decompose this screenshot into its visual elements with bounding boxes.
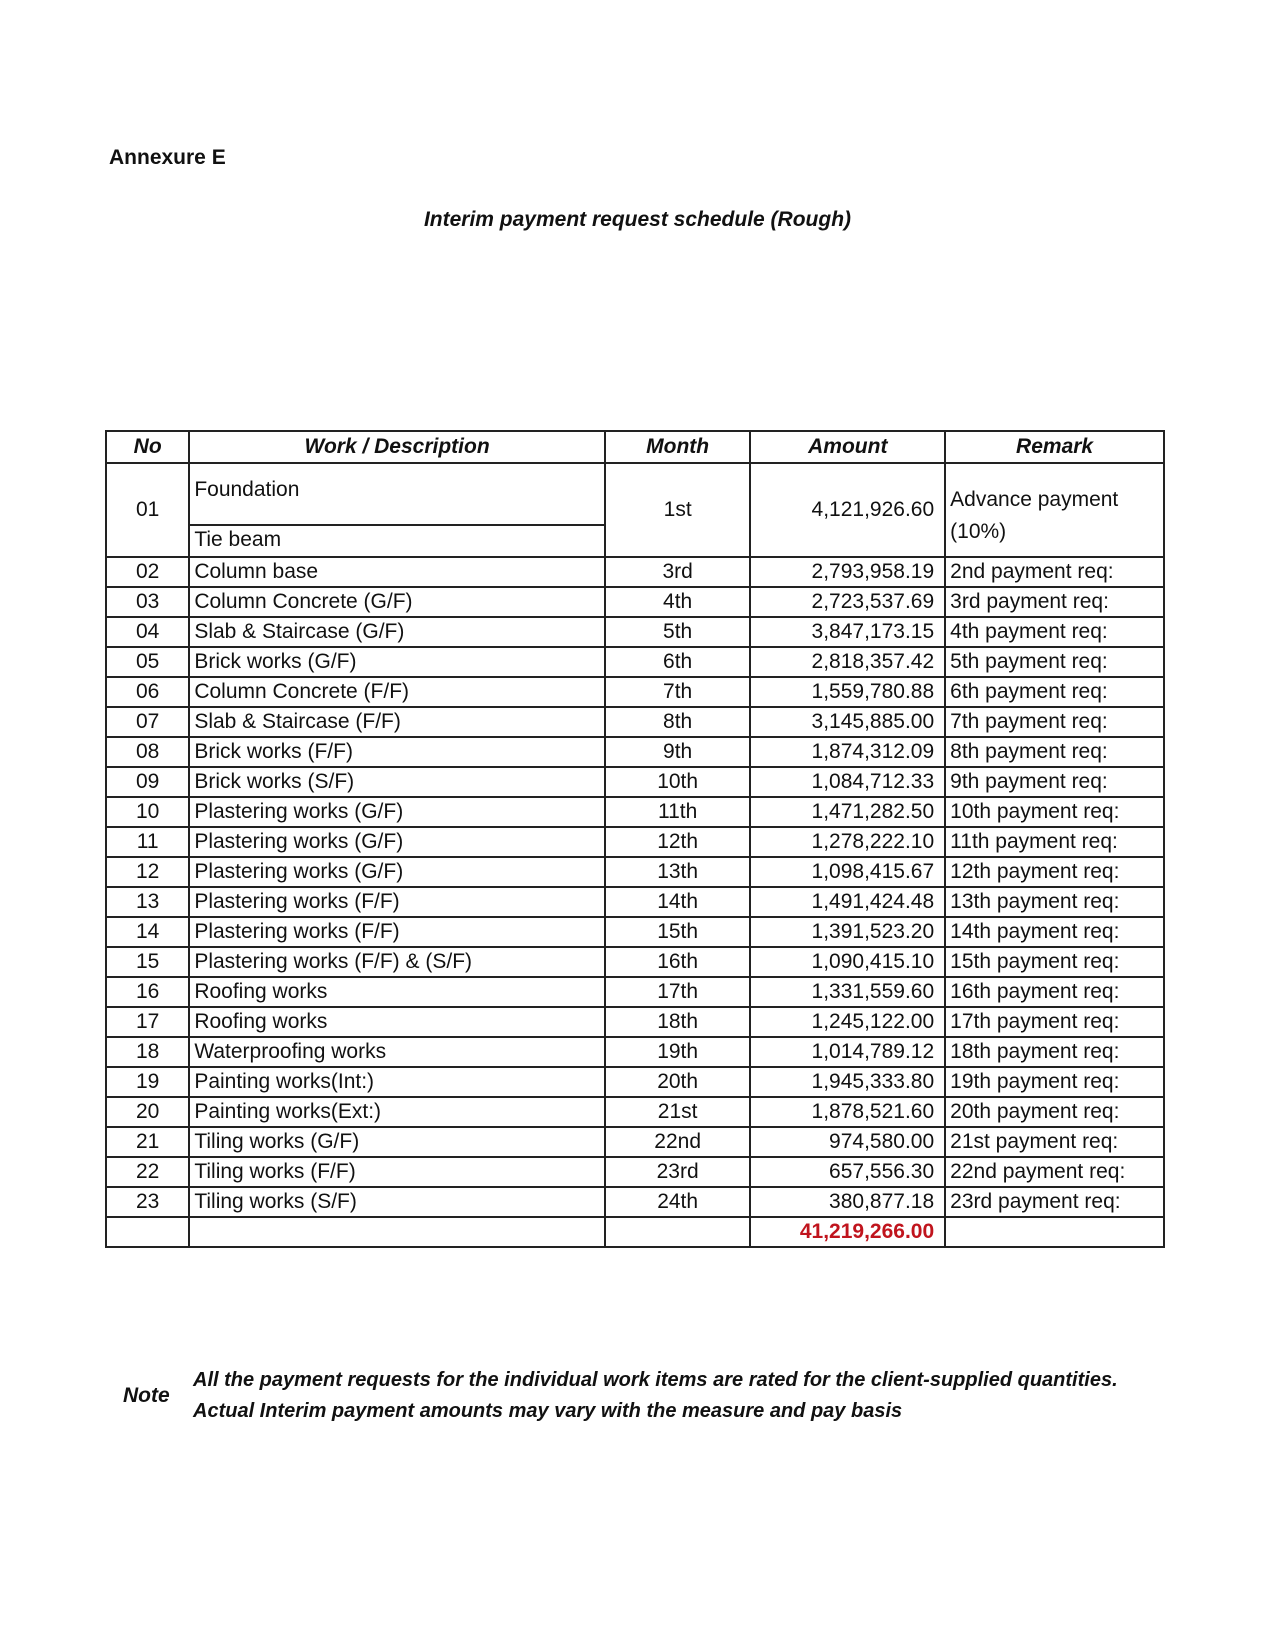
row-amount: 2,818,357.42: [750, 647, 945, 677]
row-description: Painting works(Int:): [189, 1067, 605, 1097]
row-amount: 1,090,415.10: [750, 947, 945, 977]
row-description: Waterproofing works: [189, 1037, 605, 1067]
row-month: 19th: [605, 1037, 751, 1067]
row-month: 3rd: [605, 557, 751, 587]
table-row: [106, 1127, 1164, 1157]
row-remark: 13th payment req:: [945, 887, 1164, 917]
row-no: 02: [106, 557, 189, 587]
table-row: [106, 1067, 1164, 1097]
row-description: Plastering works (G/F): [189, 827, 605, 857]
row-amount: 1,874,312.09: [750, 737, 945, 767]
row-amount: 1,245,122.00: [750, 1007, 945, 1037]
row-remark: 12th payment req:: [945, 857, 1164, 887]
row-month: 13th: [605, 857, 751, 887]
row-description: Brick works (G/F): [189, 647, 605, 677]
row-month: 14th: [605, 887, 751, 917]
row-amount: 1,278,222.10: [750, 827, 945, 857]
total-month-cell: [605, 1217, 751, 1247]
row-remark: 15th payment req:: [945, 947, 1164, 977]
table-row: [106, 767, 1164, 797]
row-no: 22: [106, 1157, 189, 1187]
row-description: Slab & Staircase (F/F): [189, 707, 605, 737]
row-amount: 3,847,173.15: [750, 617, 945, 647]
row-amount: 1,098,415.67: [750, 857, 945, 887]
table-row: [106, 587, 1164, 617]
row-no: 05: [106, 647, 189, 677]
row-amount: 974,580.00: [750, 1127, 945, 1157]
header-amount: Amount: [750, 431, 945, 463]
row-amount: 1,331,559.60: [750, 977, 945, 1007]
table-row: [106, 1097, 1164, 1127]
table-row: [106, 947, 1164, 977]
row-remark: 20th payment req:: [945, 1097, 1164, 1127]
row-month: 12th: [605, 827, 751, 857]
row-description: Plastering works (F/F): [189, 917, 605, 947]
table-row: [106, 1007, 1164, 1037]
table-row: [106, 1157, 1164, 1187]
table-row: [106, 977, 1164, 1007]
row-month: 21st: [605, 1097, 751, 1127]
header-no: No: [106, 431, 189, 463]
row-description: Brick works (F/F): [189, 737, 605, 767]
row-month: 11th: [605, 797, 751, 827]
header-month: Month: [605, 431, 751, 463]
row-month: 20th: [605, 1067, 751, 1097]
row-month: 16th: [605, 947, 751, 977]
row-no: 23: [106, 1187, 189, 1217]
row-remark: 8th payment req:: [945, 737, 1164, 767]
row-description: Brick works (S/F): [189, 767, 605, 797]
row-month: 8th: [605, 707, 751, 737]
table-row: [106, 707, 1164, 737]
row-amount: 2,723,537.69: [750, 587, 945, 617]
row-no: 17: [106, 1007, 189, 1037]
total-row: [106, 1217, 1164, 1247]
note-line-2: Actual Interim payment amounts may vary with the measure and pay basis: [193, 1400, 903, 1422]
table-row: [106, 887, 1164, 917]
row-no: 14: [106, 917, 189, 947]
row-remark: 6th payment req:: [945, 677, 1164, 707]
header-remark: Remark: [945, 431, 1164, 463]
row-description: Roofing works: [189, 1007, 605, 1037]
total-desc-cell: [189, 1217, 605, 1247]
row-remark: 4th payment req:: [945, 617, 1164, 647]
row-no: 06: [106, 677, 189, 707]
row-no: 18: [106, 1037, 189, 1067]
row-remark: 16th payment req:: [945, 977, 1164, 1007]
row-month: 24th: [605, 1187, 751, 1217]
row-description: [189, 463, 605, 557]
table-row: [106, 463, 1164, 557]
row-remark: Advance payment (10%): [945, 463, 1164, 557]
row-amount: 1,391,523.20: [750, 917, 945, 947]
note-line-1: All the payment requests for the individual work items are rated for the client-supplied quantities.: [193, 1369, 1118, 1391]
table-row: [106, 617, 1164, 647]
table-row: [106, 857, 1164, 887]
row-remark: 7th payment req:: [945, 707, 1164, 737]
row-description: Plastering works (G/F): [189, 797, 605, 827]
row-month: 7th: [605, 677, 751, 707]
total-amount: 41,219,266.00: [750, 1217, 945, 1247]
table-row: [106, 647, 1164, 677]
row-no: 04: [106, 617, 189, 647]
row-amount: 4,121,926.60: [750, 463, 945, 557]
row-description: Plastering works (G/F): [189, 857, 605, 887]
row-remark: 11th payment req:: [945, 827, 1164, 857]
row-month: 22nd: [605, 1127, 751, 1157]
row-month: 5th: [605, 617, 751, 647]
row-remark: 9th payment req:: [945, 767, 1164, 797]
row-remark: 19th payment req:: [945, 1067, 1164, 1097]
total-no-cell: [106, 1217, 189, 1247]
payment-schedule-table: [105, 430, 1165, 1248]
row-remark: 2nd payment req:: [945, 557, 1164, 587]
row-remark: 21st payment req:: [945, 1127, 1164, 1157]
row-month: 1st: [605, 463, 751, 557]
row-description: Roofing works: [189, 977, 605, 1007]
row-month: 17th: [605, 977, 751, 1007]
row-no: 12: [106, 857, 189, 887]
row-no: 19: [106, 1067, 189, 1097]
row-amount: 1,491,424.48: [750, 887, 945, 917]
row-amount: 1,084,712.33: [750, 767, 945, 797]
row-remark: 10th payment req:: [945, 797, 1164, 827]
row-month: 15th: [605, 917, 751, 947]
row-amount: 380,877.18: [750, 1187, 945, 1217]
row-no: 03: [106, 587, 189, 617]
row-no: 15: [106, 947, 189, 977]
row-description: Tiling works (F/F): [189, 1157, 605, 1187]
row-remark: 5th payment req:: [945, 647, 1164, 677]
row-remark: 14th payment req:: [945, 917, 1164, 947]
row-description: Tiling works (S/F): [189, 1187, 605, 1217]
row-description-tie-beam: Tie beam: [194, 528, 282, 551]
row-amount: 1,878,521.60: [750, 1097, 945, 1127]
row-amount: 1,945,333.80: [750, 1067, 945, 1097]
row-amount: 2,793,958.19: [750, 557, 945, 587]
row-description-foundation: Foundation: [190, 464, 604, 526]
row-description: Column Concrete (F/F): [189, 677, 605, 707]
row-no: 20: [106, 1097, 189, 1127]
row-no: 21: [106, 1127, 189, 1157]
row-description: Plastering works (F/F): [189, 887, 605, 917]
row-remark: 3rd payment req:: [945, 587, 1164, 617]
note-text: [193, 1365, 1118, 1427]
row-month: 10th: [605, 767, 751, 797]
row-description: Column Concrete (G/F): [189, 587, 605, 617]
table-row: [106, 917, 1164, 947]
payment-schedule-table-wrapper: [105, 430, 1165, 1248]
row-remark: 23rd payment req:: [945, 1187, 1164, 1217]
note-label: Note: [123, 1384, 170, 1407]
row-amount: 1,014,789.12: [750, 1037, 945, 1067]
row-remark: 17th payment req:: [945, 1007, 1164, 1037]
row-no: 01: [106, 463, 189, 557]
row-amount: 3,145,885.00: [750, 707, 945, 737]
table-row: [106, 1187, 1164, 1217]
row-description: Tiling works (G/F): [189, 1127, 605, 1157]
row-no: 11: [106, 827, 189, 857]
row-description: Slab & Staircase (G/F): [189, 617, 605, 647]
row-no: 08: [106, 737, 189, 767]
row-amount: 1,471,282.50: [750, 797, 945, 827]
row-month: 6th: [605, 647, 751, 677]
row-month: 4th: [605, 587, 751, 617]
row-amount: 657,556.30: [750, 1157, 945, 1187]
row-no: 16: [106, 977, 189, 1007]
row-month: 23rd: [605, 1157, 751, 1187]
row-no: 13: [106, 887, 189, 917]
row-month: 18th: [605, 1007, 751, 1037]
table-row: [106, 827, 1164, 857]
row-amount: 1,559,780.88: [750, 677, 945, 707]
document-title: Interim payment request schedule (Rough): [423, 208, 852, 231]
row-no: 10: [106, 797, 189, 827]
header-description: Work / Description: [189, 431, 605, 463]
table-row: [106, 797, 1164, 827]
row-remark: 22nd payment req:: [945, 1157, 1164, 1187]
table-row: [106, 1037, 1164, 1067]
row-description: Painting works(Ext:): [189, 1097, 605, 1127]
table-row: [106, 677, 1164, 707]
row-description: Column base: [189, 557, 605, 587]
annexure-label: Annexure E: [109, 146, 226, 169]
table-row: [106, 737, 1164, 767]
row-description: Plastering works (F/F) & (S/F): [189, 947, 605, 977]
row-no: 07: [106, 707, 189, 737]
row-month: 9th: [605, 737, 751, 767]
row-no: 09: [106, 767, 189, 797]
table-row: [106, 557, 1164, 587]
row-remark: 18th payment req:: [945, 1037, 1164, 1067]
table-header-row: [106, 431, 1164, 463]
total-remark-cell: [945, 1217, 1164, 1247]
